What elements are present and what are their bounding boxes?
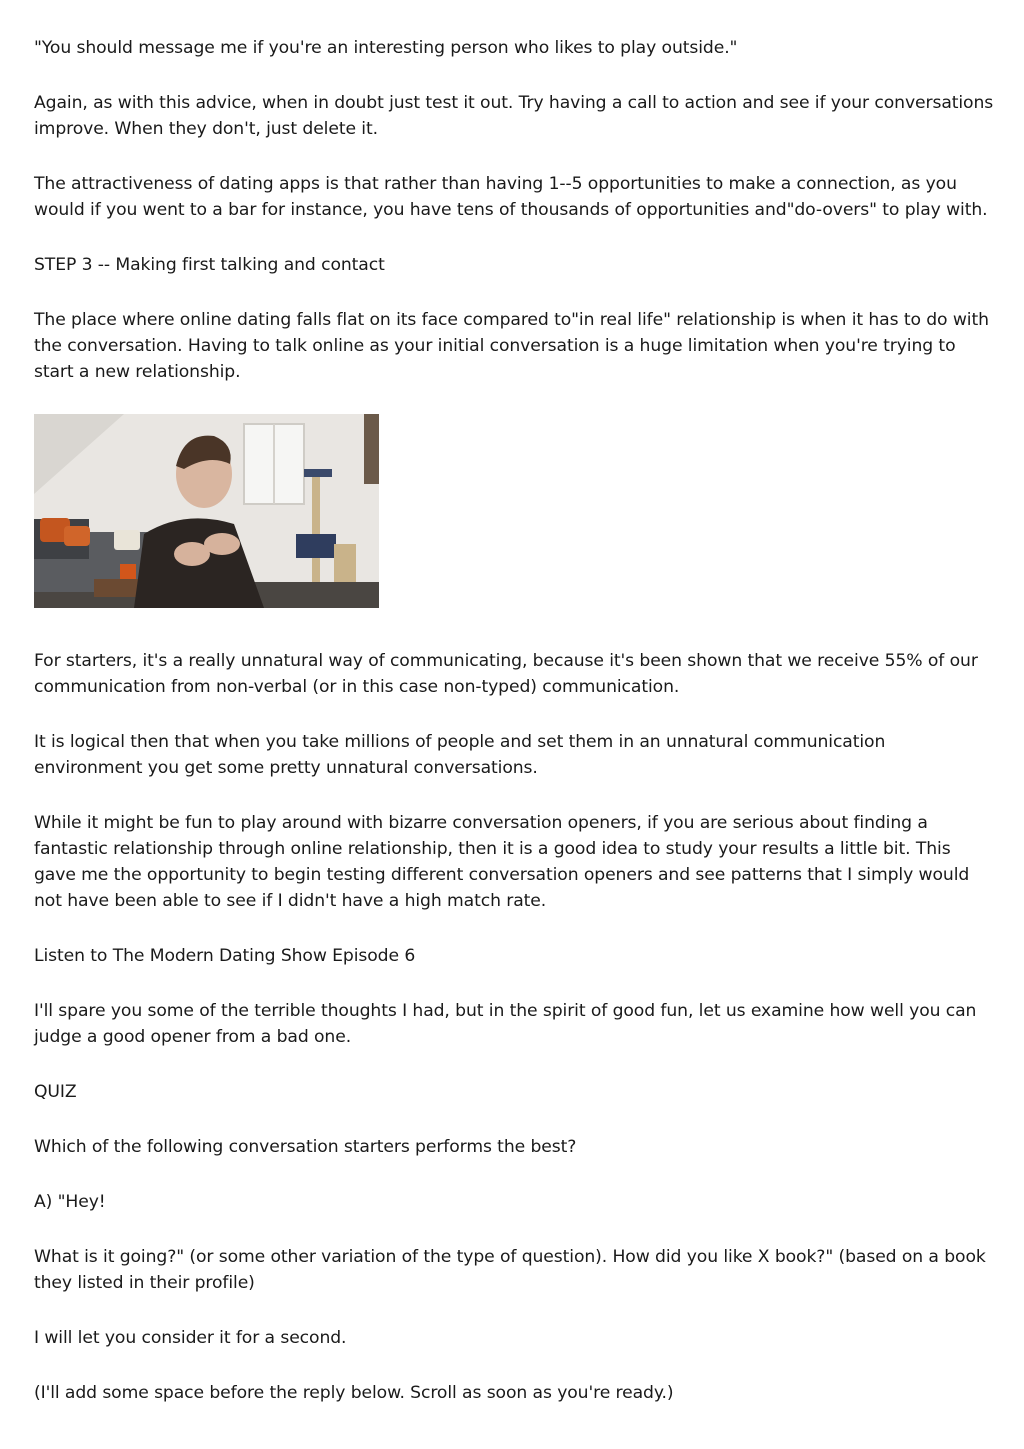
paragraph: (I'll add some space before the reply below. Scroll as soon as you're ready.) xyxy=(34,1383,674,1403)
paragraph: It is logical then that when you take millions of people and set them in an unnatural communication environment you get some pretty unnatural conversations. xyxy=(34,732,886,778)
paragraph: What is it going?" (or some other variation of the type of question). How did you like X book?" (based on a book they listed in their profile) xyxy=(34,1247,986,1293)
paragraph: The attractiveness of dating apps is that rather than having 1--5 opportunities to make a connection, as you would if you went to a bar for instance, you have tens of thousands of opportunities and"do-overs" to play with. xyxy=(34,174,988,220)
section-heading: QUIZ xyxy=(34,1082,77,1102)
paragraph: I will let you consider it for a second. xyxy=(34,1328,347,1348)
paragraph: While it might be fun to play around with bizarre conversation openers, if you are serious about finding a fantastic relationship through online relationship, then it is a good idea to study your results a little bit. This gave me the opportunity to begin testing different conversation openers and see patterns that I simply would not have been able to see if I didn't have a high match rate. xyxy=(34,813,970,911)
paragraph: "You should message me if you're an interesting person who likes to play outside." xyxy=(34,38,738,58)
paragraph: I'll spare you some of the terrible thoughts I had, but in the spirit of good fun, let us examine how well you can judge a good opener from a bad one. xyxy=(34,1001,977,1047)
section-heading: STEP 3 -- Making first talking and contact xyxy=(34,255,385,275)
article-photo xyxy=(34,414,379,608)
paragraph: Which of the following conversation starters performs the best? xyxy=(34,1137,577,1157)
article-body xyxy=(34,35,996,1435)
paragraph: For starters, it's a really unnatural way of communicating, because it's been shown that we receive 55% of our communication from non-verbal (or in this case non-typed) communication. xyxy=(34,651,978,697)
paragraph: Listen to The Modern Dating Show Episode 6 xyxy=(34,946,416,966)
man-gesturing-in-living-room-image xyxy=(34,414,379,608)
paragraph: Again, as with this advice, when in doubt just test it out. Try having a call to action and see if your conversations improve. When they don't, just delete it. xyxy=(34,93,994,139)
paragraph: The place where online dating falls flat on its face compared to"in real life" relationship is when it has to do with the conversation. Having to talk online as your initial conversation is a huge limitation when you're trying to start a new relationship. xyxy=(34,310,989,382)
quiz-option: A) "Hey! xyxy=(34,1192,106,1212)
